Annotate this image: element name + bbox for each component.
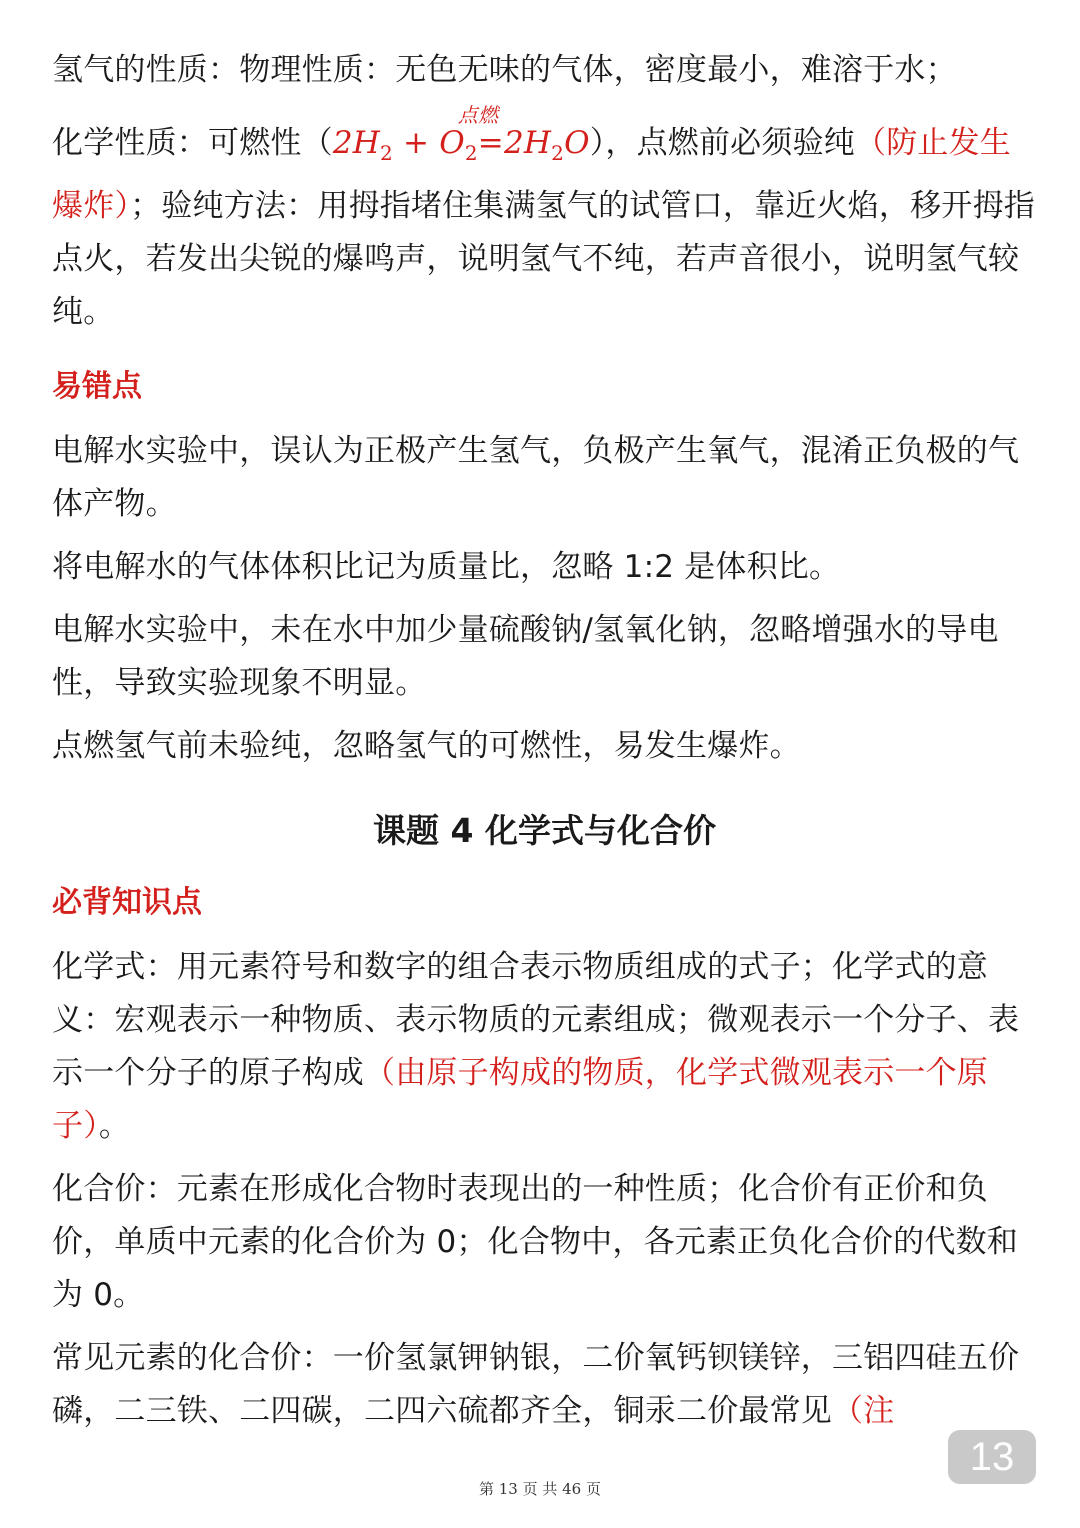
formula-note: （由原子构成的物质，化学式微观表示一个原子） bbox=[52, 1055, 988, 1145]
hydrogen-physical-properties: 氢气的性质：物理性质：无色无味的气体，密度最小，难溶于水； bbox=[52, 52, 957, 88]
page-footer: 第 13 页 共 46 页 bbox=[478, 1480, 601, 1498]
must-know-heading: 必背知识点 bbox=[52, 885, 202, 921]
mistake-item: 点燃氢气前未验纯，忽略氢气的可燃性，易发生爆炸。 bbox=[52, 728, 801, 765]
mistakes-heading: 易错点 bbox=[52, 369, 142, 405]
document-body bbox=[52, 44, 1037, 1448]
valence-paragraph: 化合价：元素在形成化合物时表现出的一种性质；化合价有正价和负价，单质中元素的化合价为 0；化合物中，各元素正负化合价的代数和为 0。 bbox=[52, 1171, 1018, 1314]
mistake-item: 将电解水的气体体积比记为质量比，忽略 1:2 是体积比。 bbox=[52, 549, 841, 586]
common-valence-note: （注 bbox=[832, 1393, 895, 1430]
reaction-condition: 点燃 bbox=[457, 103, 499, 127]
common-valence-paragraph: 常见元素的化合价：一价氢氯钾钠银，二价氧钙钡镁锌，三铝四硅五价磷，二三铁、二四碳，二四六硫都齐全，铜汞二价最常见（注 bbox=[52, 1340, 1020, 1430]
combustion-equation: $2H_2 + O_2=$ 点燃 $2H_2O$ bbox=[333, 117, 590, 180]
explosion-warning: （防止发生爆炸） bbox=[52, 125, 1011, 225]
lesson-title: 课题 4 化学式与化合价 bbox=[373, 811, 716, 851]
page-number-badge: 13 bbox=[948, 1430, 1036, 1484]
chemical-formula-paragraph: 化学式：用元素符号和数字的组合表示物质组成的式子；化学式的意义：宏观表示一种物质、表示物质的元素组成；微观表示一个分子、表示一个分子的原子构成（由原子构成的物质，化学式微观表示一个原子）。 bbox=[52, 949, 1020, 1145]
mistake-item: 电解水实验中，误认为正极产生氢气，负极产生氧气，混淆正负极的气体产物。 bbox=[52, 433, 1020, 523]
mistake-item: 电解水实验中，未在水中加少量硫酸钠/氢氧化钠，忽略增强水的导电性，导致实验现象不明显。 bbox=[52, 612, 999, 702]
hydrogen-chemical-properties: 化学性质：可燃性（$2H_2 + O_2=$ 点燃 $2H_2O$），点燃前必须验纯（防止发生爆炸）；验纯方法：用拇指堵住集满氢气的试管口，靠近火焰，移开拇指点火，若发出尖锐的爆鸣声，说明氢气不纯，若声音很小，说明氢气较纯。 bbox=[52, 117, 1037, 339]
